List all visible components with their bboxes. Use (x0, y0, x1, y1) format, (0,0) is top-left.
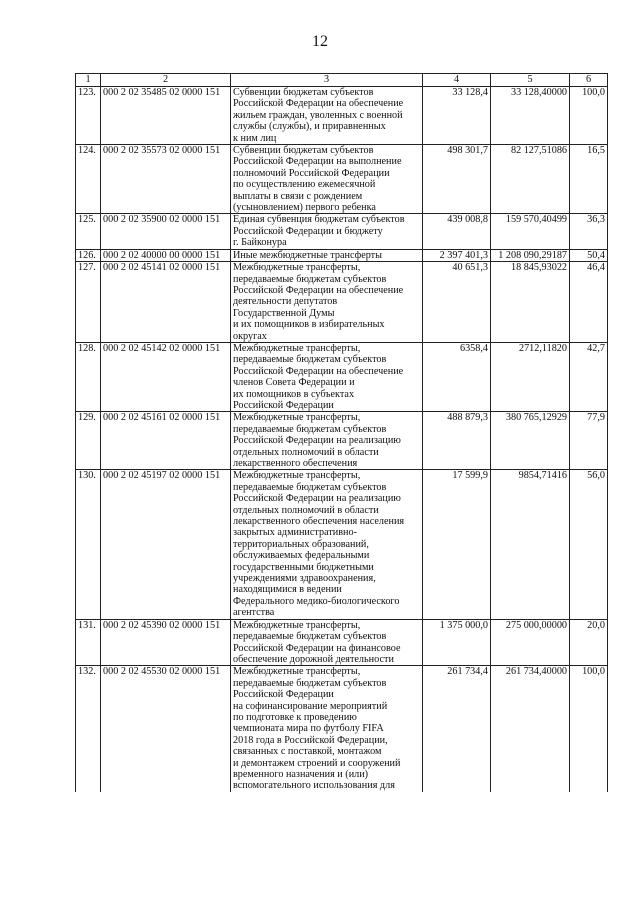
column-header-4: 4 (423, 74, 491, 87)
approved-amount: 33 128,4 (423, 87, 491, 145)
budget-code: 000 2 02 35485 02 0000 151 (101, 87, 231, 145)
executed-amount: 1 208 090,29187 (491, 249, 570, 261)
revenue-name: Субвенции бюджетам субъектов Российской Федерации на выполнение полномочий Российской Федерации по осуществлению ежемесячной выплаты в связи с рождением (усыновлением) первого ребенка (231, 145, 423, 214)
approved-amount: 1 375 000,0 (423, 619, 491, 666)
approved-amount: 40 651,3 (423, 262, 491, 343)
revenue-name: Субвенции бюджетам субъектов Российской Федерации на обеспечение жильем граждан, уволенных с военной службы (службы), и приравненных к ним лиц (231, 87, 423, 145)
column-header-3: 3 (231, 74, 423, 87)
row-number: 129. (76, 412, 101, 470)
executed-amount: 2712,11820 (491, 342, 570, 411)
budget-code: 000 2 02 45141 02 0000 151 (101, 262, 231, 343)
table-row (76, 342, 608, 411)
revenue-name: Иные межбюджетные трансферты (231, 249, 423, 261)
table-row (76, 249, 608, 261)
revenue-name: Межбюджетные трансферты, передаваемые бюджетам субъектов Российской Федерации на софинансирование мероприятий по подготовке к проведению чемпионата мира по футболу FIFA 2018 года в Российской Федерации, связанных с поставкой, монтажом и демонтажем строений и сооружений временного назначения и (или) вспомогательного использования для (231, 666, 423, 792)
row-number: 128. (76, 342, 101, 411)
approved-amount: 6358,4 (423, 342, 491, 411)
row-number: 124. (76, 145, 101, 214)
budget-code: 000 2 02 45530 02 0000 151 (101, 666, 231, 792)
execution-percent: 100,0 (570, 666, 608, 792)
budget-code: 000 2 02 45197 02 0000 151 (101, 470, 231, 619)
execution-percent: 50,4 (570, 249, 608, 261)
executed-amount: 82 127,51086 (491, 145, 570, 214)
table-header-row (76, 74, 608, 87)
table-row (76, 619, 608, 666)
table-row (76, 87, 608, 145)
table-row (76, 145, 608, 214)
executed-amount: 33 128,40000 (491, 87, 570, 145)
table-row (76, 412, 608, 470)
execution-percent: 100,0 (570, 87, 608, 145)
row-number: 126. (76, 249, 101, 261)
executed-amount: 275 000,00000 (491, 619, 570, 666)
budget-code: 000 2 02 35573 02 0000 151 (101, 145, 231, 214)
execution-percent: 20,0 (570, 619, 608, 666)
column-header-1: 1 (76, 74, 101, 87)
approved-amount: 17 599,9 (423, 470, 491, 619)
column-header-6: 6 (570, 74, 608, 87)
executed-amount: 380 765,12929 (491, 412, 570, 470)
approved-amount: 488 879,3 (423, 412, 491, 470)
revenue-name: Межбюджетные трансферты, передаваемые бюджетам субъектов Российской Федерации на реализацию отдельных полномочий в области лекарственного обеспечения (231, 412, 423, 470)
row-number: 123. (76, 87, 101, 145)
approved-amount: 2 397 401,3 (423, 249, 491, 261)
row-number: 125. (76, 214, 101, 249)
table-row (76, 666, 608, 792)
row-number: 132. (76, 666, 101, 792)
column-header-5: 5 (491, 74, 570, 87)
column-header-2: 2 (101, 74, 231, 87)
table-row (76, 214, 608, 249)
execution-percent: 42,7 (570, 342, 608, 411)
execution-percent: 56,0 (570, 470, 608, 619)
revenue-name: Межбюджетные трансферты, передаваемые бюджетам субъектов Российской Федерации на реализацию отдельных полномочий в области лекарственного обеспечения населения закрытых административно- территориальных образований, обслуживаемых федеральными государственными бюджетными учреждениями здравоохранения, находящимися в ведении Федерального медико-биологического агентства (231, 470, 423, 619)
budget-code: 000 2 02 45142 02 0000 151 (101, 342, 231, 411)
approved-amount: 439 008,8 (423, 214, 491, 249)
revenue-name: Единая субвенция бюджетам субъектов Российской Федерации и бюджету г. Байконура (231, 214, 423, 249)
execution-percent: 46,4 (570, 262, 608, 343)
approved-amount: 261 734,4 (423, 666, 491, 792)
row-number: 127. (76, 262, 101, 343)
revenue-name: Межбюджетные трансферты, передаваемые бюджетам субъектов Российской Федерации на обеспечение деятельности депутатов Государственной Думы и их помощников в избирательных округах (231, 262, 423, 343)
execution-percent: 77,9 (570, 412, 608, 470)
executed-amount: 159 570,40499 (491, 214, 570, 249)
executed-amount: 9854,71416 (491, 470, 570, 619)
row-number: 130. (76, 470, 101, 619)
budget-code: 000 2 02 45390 02 0000 151 (101, 619, 231, 666)
approved-amount: 498 301,7 (423, 145, 491, 214)
budget-code: 000 2 02 40000 00 0000 151 (101, 249, 231, 261)
execution-percent: 36,3 (570, 214, 608, 249)
budget-table (75, 73, 608, 792)
revenue-name: Межбюджетные трансферты, передаваемые бюджетам субъектов Российской Федерации на обеспечение членов Совета Федерации и их помощников в субъектах Российской Федерации (231, 342, 423, 411)
budget-code: 000 2 02 35900 02 0000 151 (101, 214, 231, 249)
page-number: 12 (312, 33, 328, 50)
revenue-name: Межбюджетные трансферты, передаваемые бюджетам субъектов Российской Федерации на финансовое обеспечение дорожной деятельности (231, 619, 423, 666)
table-row (76, 470, 608, 619)
table-row (76, 262, 608, 343)
row-number: 131. (76, 619, 101, 666)
budget-code: 000 2 02 45161 02 0000 151 (101, 412, 231, 470)
executed-amount: 18 845,93022 (491, 262, 570, 343)
executed-amount: 261 734,40000 (491, 666, 570, 792)
execution-percent: 16,5 (570, 145, 608, 214)
